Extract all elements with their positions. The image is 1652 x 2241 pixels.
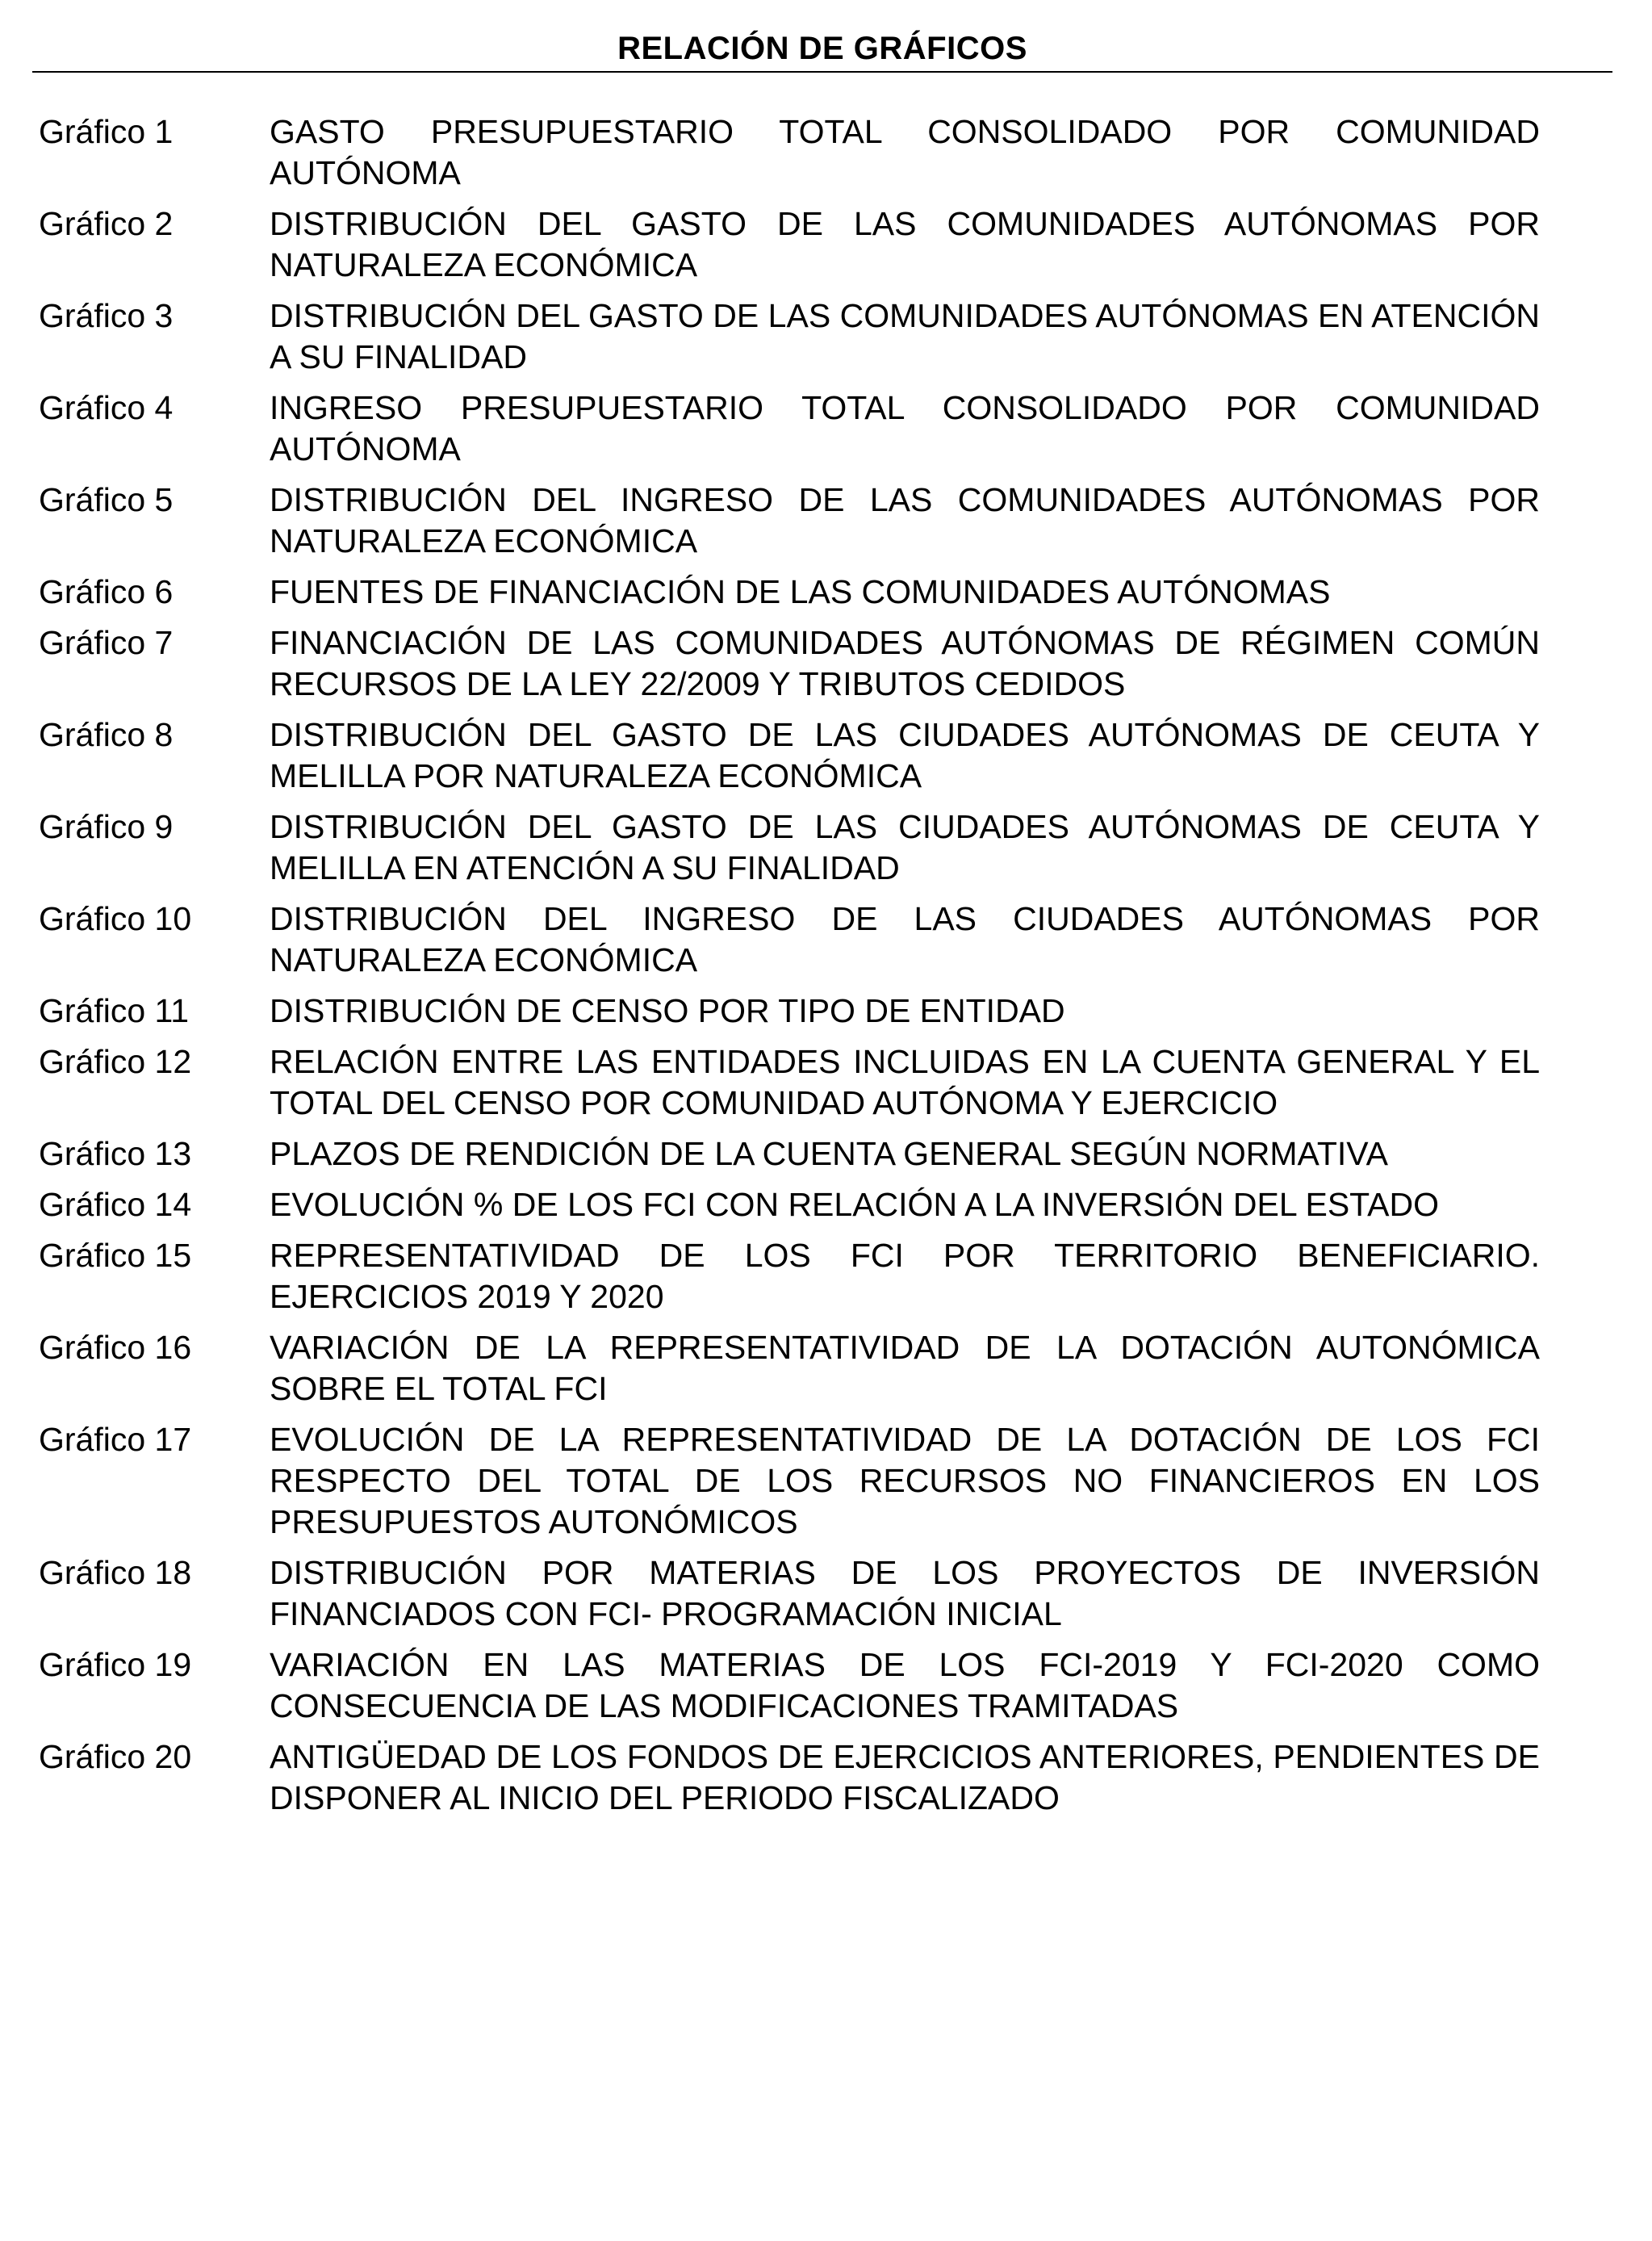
figure-title: DISTRIBUCIÓN DEL INGRESO DE LAS CIUDADES AUTÓNOMAS POR NATURALEZA ECONÓMICA <box>270 900 1540 978</box>
figure-number: Gráfico 13 <box>39 1135 192 1172</box>
list-item <box>39 387 1540 470</box>
figure-number: Gráfico 16 <box>39 1329 192 1366</box>
list-item <box>39 1235 1540 1317</box>
figure-title: EVOLUCIÓN % DE LOS FCI CON RELACIÓN A LA INVERSIÓN DEL ESTADO <box>270 1186 1440 1223</box>
figure-title: ANTIGÜEDAD DE LOS FONDOS DE EJERCICIOS ANTERIORES, PENDIENTES DE DISPONER AL INICIO DEL PERIODO FISCALIZADO <box>270 1738 1540 1816</box>
list-item <box>39 622 1540 705</box>
list-item <box>39 714 1540 797</box>
figure-number: Gráfico 1 <box>39 113 174 150</box>
figure-number: Gráfico 4 <box>39 389 174 426</box>
list-item <box>39 1327 1540 1410</box>
figure-title: INGRESO PRESUPUESTARIO TOTAL CONSOLIDADO POR COMUNIDAD AUTÓNOMA <box>270 389 1540 467</box>
figure-title: DISTRIBUCIÓN DEL GASTO DE LAS CIUDADES AUTÓNOMAS DE CEUTA Y MELILLA POR NATURALEZA ECONÓMICA <box>270 716 1540 794</box>
figure-number: Gráfico 19 <box>39 1646 192 1683</box>
figure-number: Gráfico 15 <box>39 1237 192 1274</box>
list-item <box>39 898 1540 981</box>
figure-number: Gráfico 12 <box>39 1043 192 1080</box>
figure-number: Gráfico 6 <box>39 573 174 610</box>
figure-number: Gráfico 5 <box>39 481 174 518</box>
list-item <box>39 1419 1540 1543</box>
list-item <box>39 480 1540 562</box>
figure-title: DISTRIBUCIÓN DE CENSO POR TIPO DE ENTIDAD <box>270 992 1065 1029</box>
list-item <box>39 1133 1540 1175</box>
page-title: RELACIÓN DE GRÁFICOS <box>617 31 1027 66</box>
title-divider <box>32 71 1612 73</box>
figure-title: FINANCIACIÓN DE LAS COMUNIDADES AUTÓNOMAS DE RÉGIMEN COMÚN RECURSOS DE LA LEY 22/2009 Y TRIBUTOS CEDIDOS <box>270 624 1540 702</box>
figure-number: Gráfico 11 <box>39 992 190 1029</box>
figure-number: Gráfico 2 <box>39 205 174 242</box>
figure-number: Gráfico 9 <box>39 808 174 845</box>
list-item <box>39 572 1540 613</box>
list-item <box>39 295 1540 378</box>
figure-title: PLAZOS DE RENDICIÓN DE LA CUENTA GENERAL SEGÚN NORMATIVA <box>270 1135 1388 1172</box>
figure-title: GASTO PRESUPUESTARIO TOTAL CONSOLIDADO POR COMUNIDAD AUTÓNOMA <box>270 113 1540 191</box>
figure-title: FUENTES DE FINANCIACIÓN DE LAS COMUNIDADES AUTÓNOMAS <box>270 573 1331 610</box>
figure-list <box>39 111 1540 1828</box>
figure-number: Gráfico 7 <box>39 624 174 661</box>
list-item <box>39 203 1540 286</box>
figure-title: RELACIÓN ENTRE LAS ENTIDADES INCLUIDAS EN LA CUENTA GENERAL Y EL TOTAL DEL CENSO POR COMUNIDAD AUTÓNOMA Y EJERCICIO <box>270 1043 1540 1121</box>
list-item <box>39 1184 1540 1225</box>
figure-number: Gráfico 8 <box>39 716 174 753</box>
figure-number: Gráfico 10 <box>39 900 192 937</box>
figure-title: VARIACIÓN EN LAS MATERIAS DE LOS FCI-2019 Y FCI-2020 COMO CONSECUENCIA DE LAS MODIFICACIONES TRAMITADAS <box>270 1646 1540 1724</box>
list-item <box>39 1041 1540 1124</box>
list-item <box>39 111 1540 194</box>
figure-number: Gráfico 3 <box>39 297 174 334</box>
figure-number: Gráfico 14 <box>39 1186 192 1223</box>
list-item <box>39 991 1540 1032</box>
figure-number: Gráfico 20 <box>39 1738 192 1775</box>
figure-title: DISTRIBUCIÓN POR MATERIAS DE LOS PROYECTOS DE INVERSIÓN FINANCIADOS CON FCI- PROGRAMACIÓN INICIAL <box>270 1554 1540 1632</box>
figure-title: DISTRIBUCIÓN DEL GASTO DE LAS COMUNIDADES AUTÓNOMAS POR NATURALEZA ECONÓMICA <box>270 205 1540 283</box>
figure-title: VARIACIÓN DE LA REPRESENTATIVIDAD DE LA DOTACIÓN AUTONÓMICA SOBRE EL TOTAL FCI <box>270 1329 1540 1407</box>
figure-title: REPRESENTATIVIDAD DE LOS FCI POR TERRITORIO BENEFICIARIO. EJERCICIOS 2019 Y 2020 <box>270 1237 1540 1315</box>
list-item <box>39 1644 1540 1727</box>
list-item <box>39 806 1540 889</box>
figure-title: DISTRIBUCIÓN DEL GASTO DE LAS CIUDADES AUTÓNOMAS DE CEUTA Y MELILLA EN ATENCIÓN A SU FINALIDAD <box>270 808 1540 886</box>
figure-title: DISTRIBUCIÓN DEL INGRESO DE LAS COMUNIDADES AUTÓNOMAS POR NATURALEZA ECONÓMICA <box>270 481 1540 559</box>
figure-title: EVOLUCIÓN DE LA REPRESENTATIVIDAD DE LA DOTACIÓN DE LOS FCI RESPECTO DEL TOTAL DE LOS RECURSOS NO FINANCIEROS EN LOS PRESUPUESTOS AUTONÓMICOS <box>270 1421 1540 1540</box>
figure-title: DISTRIBUCIÓN DEL GASTO DE LAS COMUNIDADES AUTÓNOMAS EN ATENCIÓN A SU FINALIDAD <box>270 297 1540 375</box>
list-item <box>39 1552 1540 1635</box>
list-item <box>39 1736 1540 1819</box>
figure-number: Gráfico 18 <box>39 1554 192 1591</box>
figure-number: Gráfico 17 <box>39 1421 192 1458</box>
